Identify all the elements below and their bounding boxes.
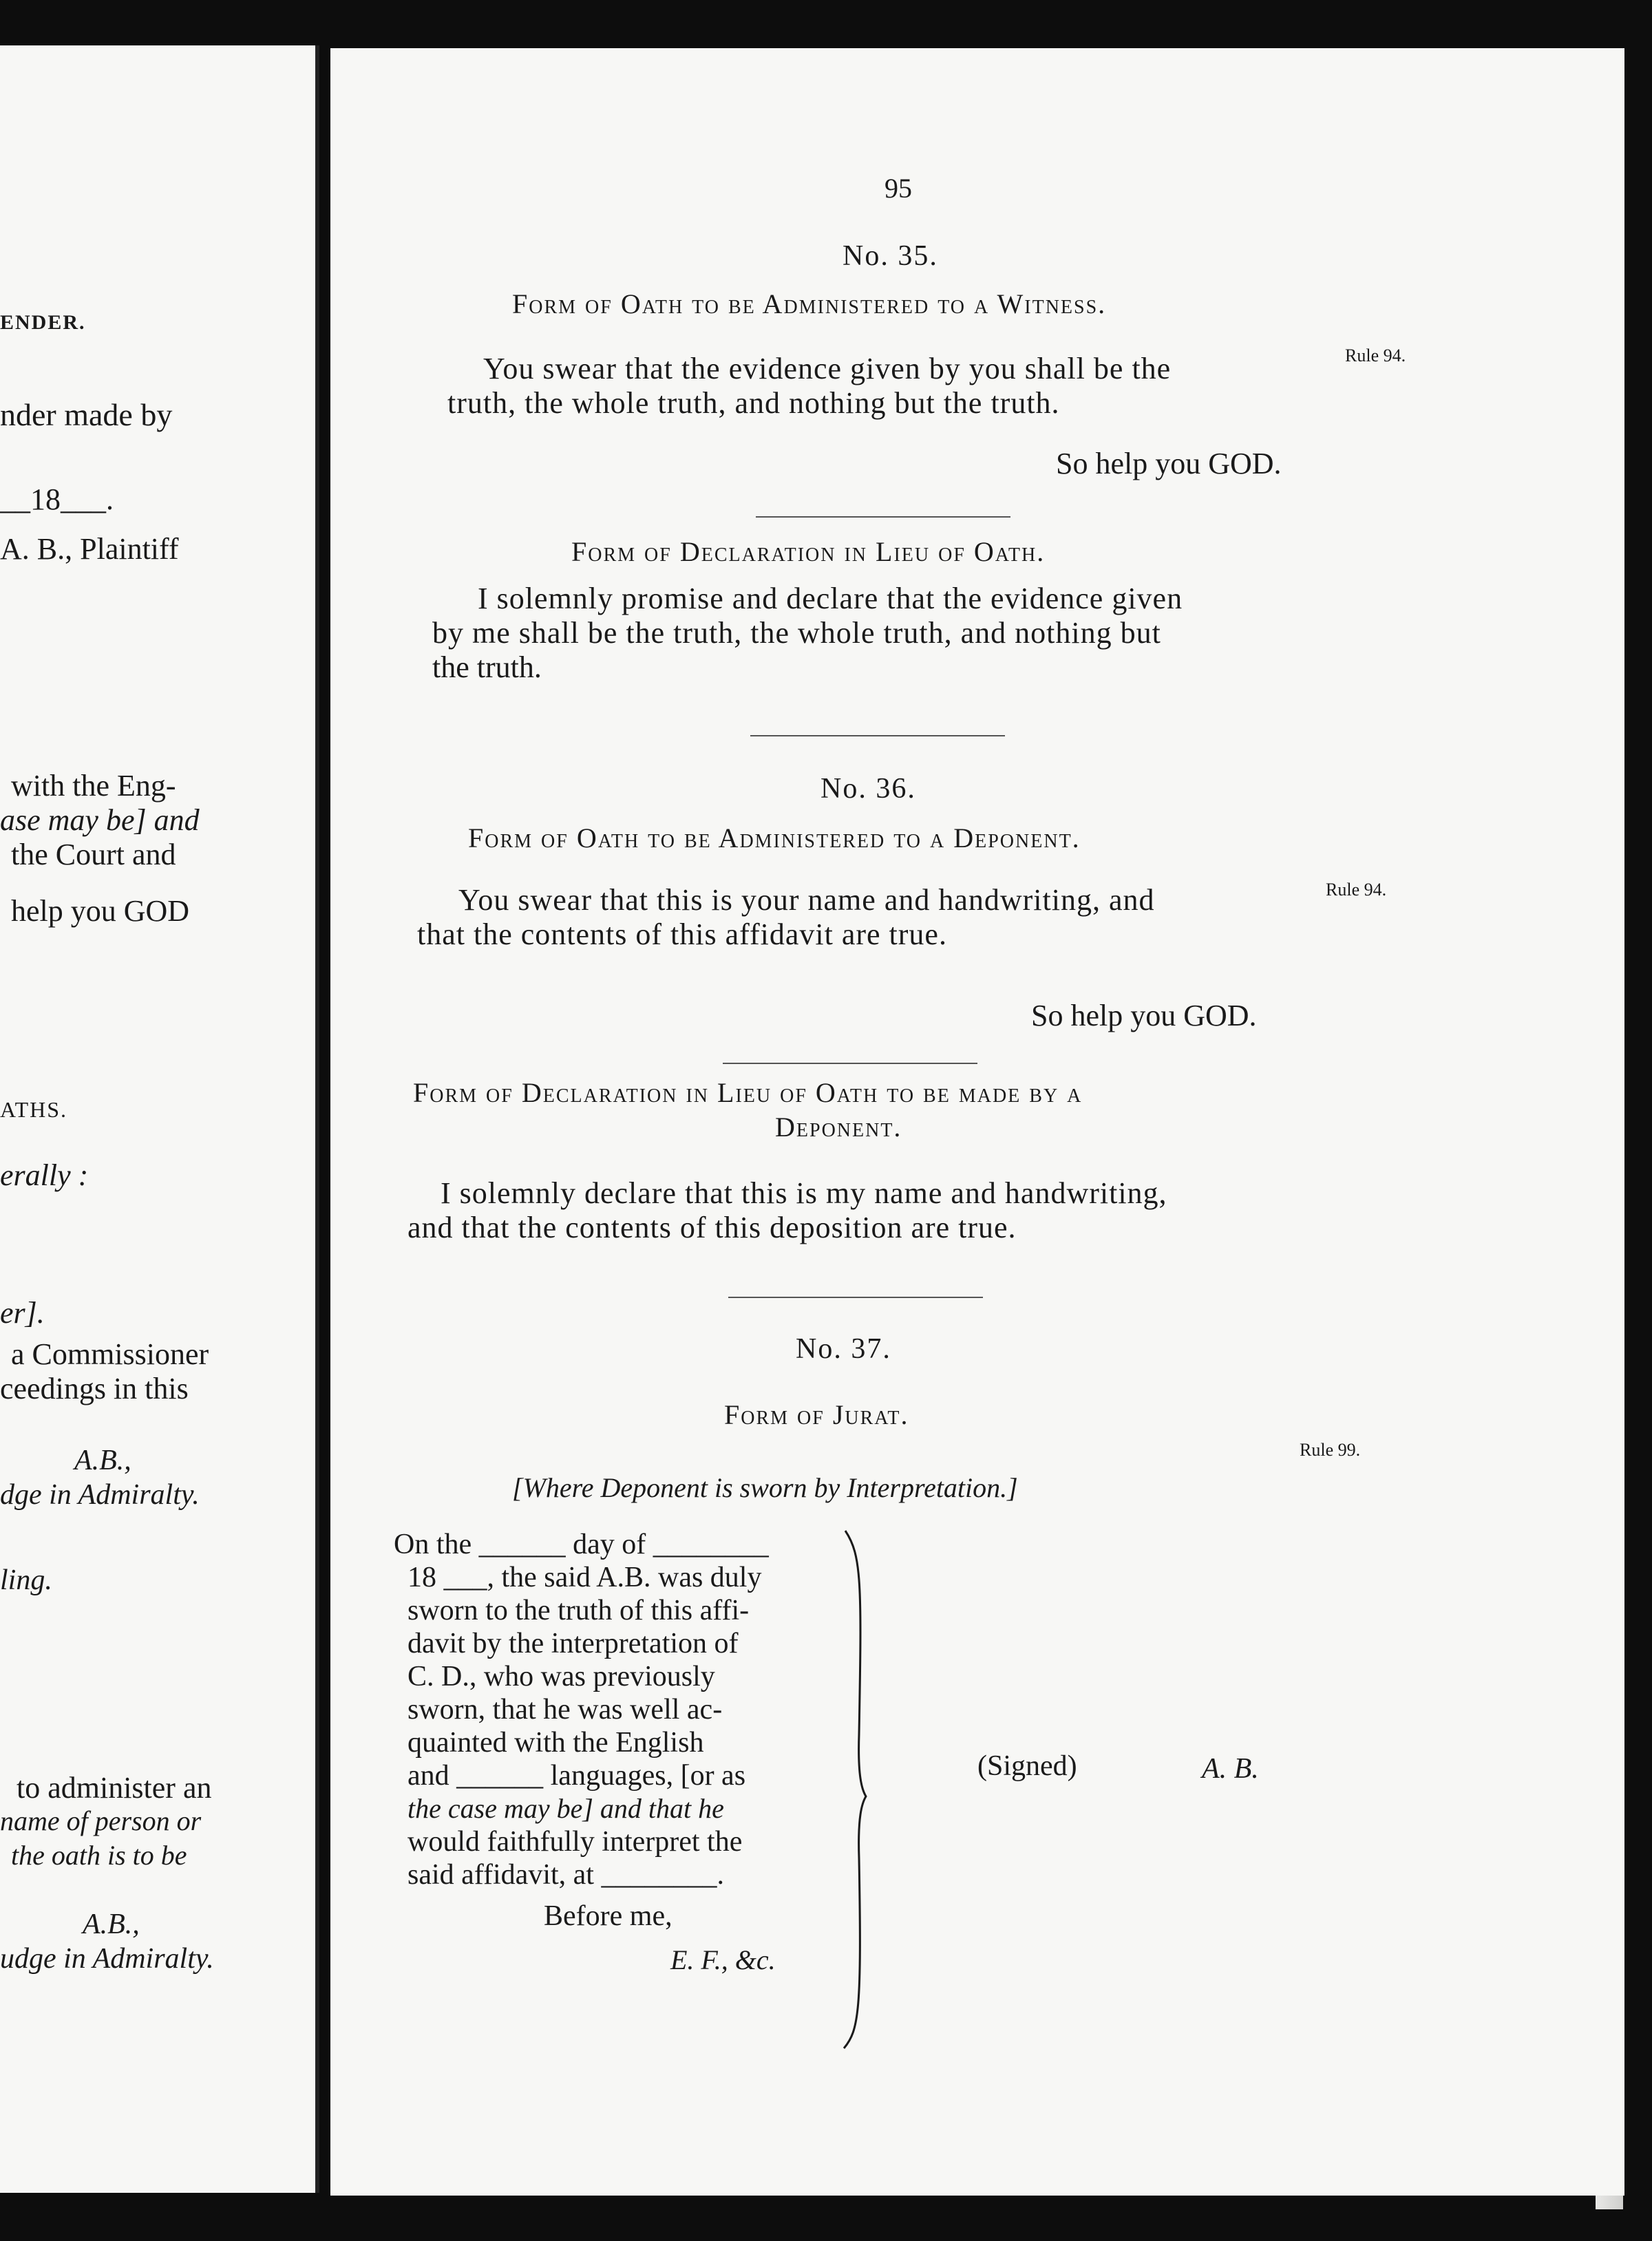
form-title: Form of Oath to be Administered to a Witness. [512, 288, 1107, 319]
section-title: Deponent. [775, 1112, 902, 1143]
body-text: by me shall be the truth, the whole truth, and nothing but [432, 616, 1161, 650]
signatory: A. B. [1202, 1753, 1259, 1785]
left-line: help you GOD [11, 894, 190, 928]
closing-text: So help you GOD. [1056, 447, 1282, 480]
rule-reference: Rule 99. [1300, 1440, 1361, 1460]
before-me: Before me, [544, 1900, 673, 1932]
body-text: You swear that the evidence given by you shall be the [483, 352, 1172, 385]
left-line: dge in Admiralty. [0, 1479, 200, 1511]
left-line: the oath is to be [11, 1840, 187, 1871]
officer-signature: E. F., &c. [670, 1944, 776, 1975]
body-text: the truth. [432, 650, 542, 684]
left-line: A.B., [83, 1909, 140, 1940]
jurat-line: davit by the interpretation of [407, 1628, 739, 1659]
form-number: No. 36. [820, 773, 916, 805]
body-text: truth, the whole truth, and nothing but the truth. [447, 386, 1060, 420]
jurat-line: the case may be] and that he [407, 1793, 724, 1824]
jurat-line: said affidavit, at ________. [407, 1859, 724, 1891]
jurat-note: [Where Deponent is sworn by Interpretation.] [512, 1472, 1018, 1503]
left-line: a Commissioner [11, 1337, 209, 1371]
section-title: Form of Declaration in Lieu of Oath. [571, 536, 1046, 567]
left-line: er]. [0, 1296, 45, 1330]
jurat-line: On the ______ day of ________ [394, 1529, 769, 1560]
body-text: that the contents of this affidavit are true. [417, 917, 947, 951]
section-title: Form of Declaration in Lieu of Oath to be made by a [413, 1077, 1083, 1108]
left-line: __18___. [0, 482, 114, 516]
left-line: to administer an [17, 1771, 212, 1805]
body-text: You swear that this is your name and handwriting, and [458, 883, 1155, 917]
left-line: ase may be] and [0, 803, 200, 837]
right-page [330, 48, 1624, 2196]
form-title: Form of Oath to be Administered to a Deponent. [468, 822, 1081, 853]
closing-text: So help you GOD. [1031, 999, 1257, 1032]
left-line: name of person or [0, 1805, 202, 1836]
left-page [0, 45, 319, 2193]
jurat-line: and ______ languages, [or as [407, 1760, 746, 1792]
right-brace [841, 1528, 869, 2051]
jurat-line: quainted with the English [407, 1727, 704, 1759]
left-line: ceedings in this [0, 1372, 189, 1405]
signed-label: (Signed) [977, 1750, 1077, 1782]
body-text: and that the contents of this deposition are true. [407, 1211, 1017, 1244]
rule-reference: Rule 94. [1326, 880, 1387, 900]
left-line: A. B., Plaintiff [0, 532, 179, 566]
left-line: ATHS. [0, 1097, 68, 1122]
jurat-line: 18 ___, the said A.B. was duly [407, 1562, 762, 1593]
left-line: A.B., [74, 1445, 131, 1476]
left-line: the Court and [11, 838, 176, 871]
form-title: Form of Jurat. [724, 1399, 909, 1430]
left-line: erally : [0, 1158, 89, 1192]
left-line: ENDER. [0, 311, 86, 334]
page-number: 95 [885, 173, 912, 204]
body-text: I solemnly declare that this is my name and handwriting, [441, 1176, 1167, 1210]
jurat-line: would faithfully interpret the [407, 1826, 743, 1858]
jurat-line: C. D., who was previously [407, 1661, 715, 1692]
divider [728, 1297, 983, 1298]
rule-reference: Rule 94. [1345, 346, 1406, 365]
body-text: I solemnly promise and declare that the evidence given [478, 582, 1183, 615]
divider [723, 1063, 977, 1064]
form-number: No. 35. [843, 240, 938, 272]
left-line: with the Eng- [11, 769, 176, 803]
form-number: No. 37. [796, 1333, 891, 1365]
left-line: nder made by [0, 397, 173, 432]
left-line: udge in Admiralty. [0, 1943, 214, 1975]
divider [750, 735, 1005, 736]
divider [756, 516, 1010, 518]
left-line: ling. [0, 1564, 52, 1596]
jurat-line: sworn, that he was well ac- [407, 1694, 723, 1725]
jurat-line: sworn to the truth of this affi- [407, 1595, 750, 1626]
